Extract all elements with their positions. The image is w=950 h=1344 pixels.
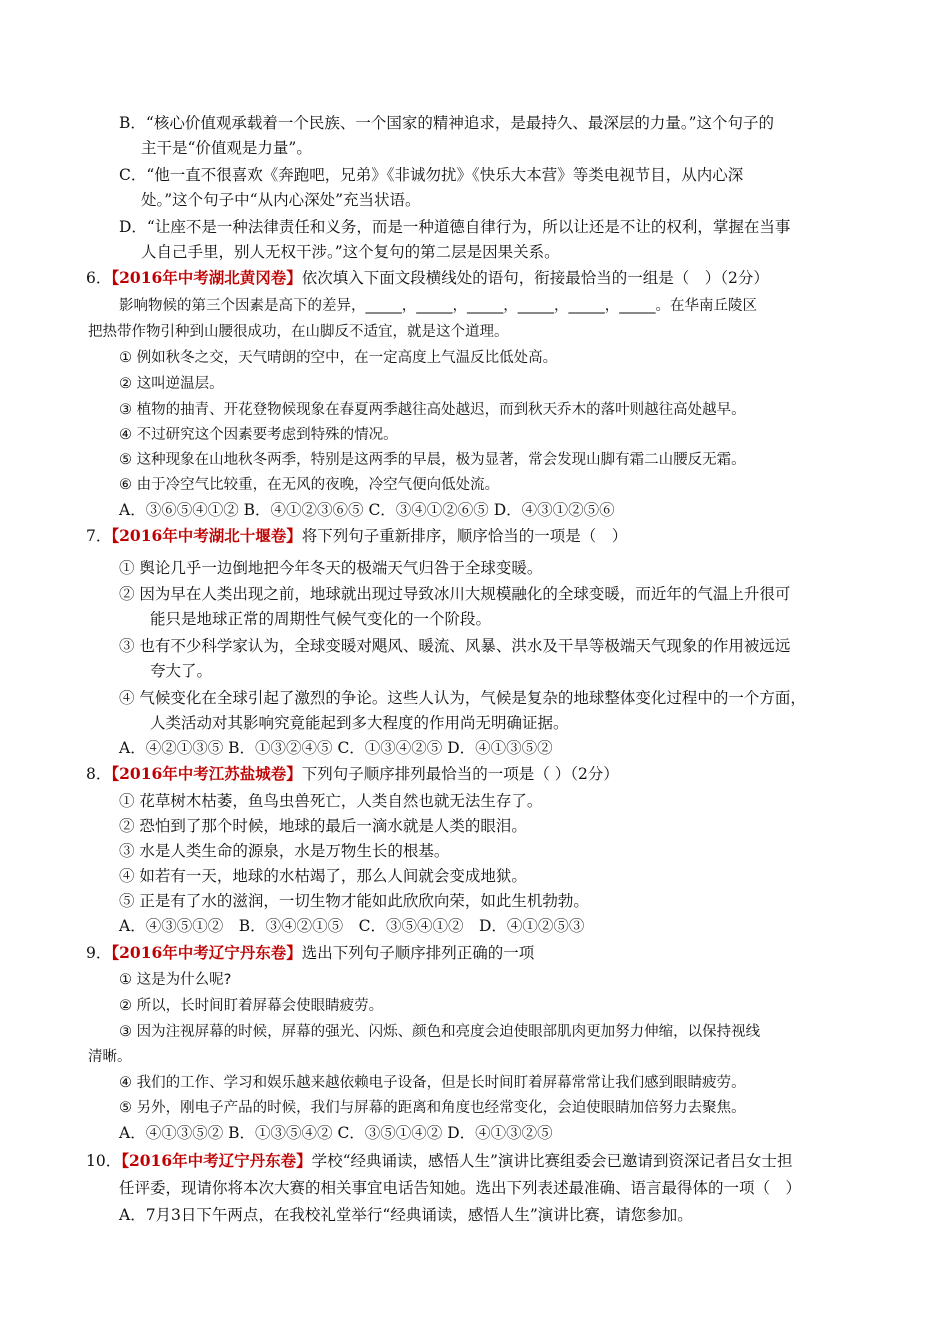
question-number: 8． — [86, 765, 112, 783]
q7-item-4-line2: 人类活动对其影响究竟能起到多大程度的作用尚无明确证据。 — [150, 714, 569, 732]
q7-options: A．④②①③⑤ B．①③②④⑤ C．①③④②⑤ D．④①③⑤② — [119, 739, 553, 757]
q6-passage-line1: 影响物候的第三个因素是高下的差异，_____，_____，_____，_____，_____，_____。在华南丘陵区 — [119, 298, 757, 314]
q8-item-3: ③ 水是人类生命的源泉，水是万物生长的根基。 — [119, 842, 450, 860]
q7-item-3-line1: ③ 也有不少科学家认为，全球变暖对飓风、暖流、风暴、洪水及干旱等极端天气现象的作用被远远 — [119, 637, 791, 655]
q8-options: A．④③⑤①② B．③④②①⑤ C．③⑤④①② D．④①②⑤③ — [119, 917, 585, 935]
question-stem: 将下列句子重新排序，顺序恰当的一项是（ ） — [301, 527, 628, 545]
q6-item-3: ③ 植物的抽青、开花登物候现象在春夏两季越往高处越迟，而到秋天乔木的落叶则越往高处越早。 — [119, 402, 746, 418]
q8-item-1: ① 花草树木枯萎，鱼鸟虫兽死亡，人类自然也就无法生存了。 — [119, 792, 543, 810]
question-number: 9． — [86, 944, 112, 962]
question-number: 7． — [86, 527, 112, 545]
q9-header — [86, 941, 534, 965]
exam-source: 【2016年中考湖北黄冈卷】 — [111, 268, 302, 287]
q5-option-b-line2: 主干是“价值观是力量”。 — [141, 139, 312, 157]
q9-item-3-line1: ③ 因为注视屏幕的时候，屏幕的强光、闪烁、颜色和亮度会迫使眼部肌肉更加努力伸缩，以保持视线 — [119, 1024, 761, 1040]
q9-options: A．④①③⑤② B．①③⑤④② C．③⑤①④② D．④①③②⑤ — [119, 1124, 553, 1142]
q6-options: A．③⑥⑤④①② B．④①②③⑥⑤ C．③④①②⑥⑤ D．④③①②⑤⑥ — [119, 501, 615, 519]
q10-option-a: A．7月3日下午两点，在我校礼堂举行“经典诵读，感悟人生”演讲比赛，请您参加。 — [119, 1206, 693, 1224]
q9-item-2: ② 所以，长时间盯着屏幕会使眼睛疲劳。 — [119, 998, 384, 1014]
q6-item-2: ② 这叫逆温层。 — [119, 376, 224, 392]
q9-item-4: ④ 我们的工作、学习和娱乐越来越依赖电子设备，但是长时间盯着屏幕常常让我们感到眼睛疲劳。 — [119, 1075, 746, 1091]
question-stem: 依次填入下面文段横线处的语句，衔接最恰当的一组是（ ）（2分） — [301, 269, 769, 287]
q7-header — [86, 524, 627, 548]
q7-item-3-line2: 夸大了。 — [150, 662, 213, 680]
q6-item-1: ① 例如秋冬之交，天气晴朗的空中，在一定高度上气温反比低处高。 — [119, 350, 558, 366]
exam-source: 【2016年中考湖北十堰卷】 — [111, 526, 302, 545]
question-stem: 下列句子顺序排列最恰当的一项是（ ）（2分） — [301, 765, 619, 783]
question-number: 10． — [86, 1152, 122, 1170]
q10-stem-line2: 任评委，现请你将本次大赛的相关事宜电话告知她。选出下列表述最准确、语言最得体的一项（ ） — [119, 1179, 802, 1197]
q6-item-4: ④ 不过研究这个因素要考虑到特殊的情况。 — [119, 427, 398, 443]
exam-source: 【2016年中考江苏盐城卷】 — [111, 764, 302, 783]
q6-header — [86, 266, 769, 290]
q9-item-5: ⑤ 另外，刚电子产品的时候，我们与屏幕的距离和角度也经常变化，会迫使眼睛加倍努力去聚焦。 — [119, 1100, 746, 1116]
q6-passage-line2: 把热带作物引种到山腰很成功，在山脚反不适宜，就是这个道理。 — [88, 324, 509, 340]
q5-option-c-line2: 处。”这个句子中“从内心深处”充当状语。 — [141, 191, 421, 209]
q5-option-c-line1: C．“他一直不很喜欢《奔跑吧，兄弟》《非诚勿扰》《快乐大本营》等类电视节目，从内心深 — [119, 166, 744, 184]
q7-item-2-line1: ② 因为早在人类出现之前，地球就出现过导致冰川大规模融化的全球变暖，而近年的气温上升很可 — [119, 585, 791, 603]
q8-header — [86, 762, 619, 786]
q7-item-1: ① 舆论几乎一边倒地把今年冬天的极端天气归咎于全球变暖。 — [119, 559, 543, 577]
q5-option-d-line1: D．“让座不是一种法律责任和义务，而是一种道德自律行为，所以让还是不让的权利，掌握在当事 — [119, 218, 791, 236]
question-number: 6． — [86, 269, 112, 287]
q6-item-6: ⑥ 由于冷空气比较重，在无风的夜晚，冷空气便向低处流。 — [119, 477, 500, 493]
q6-item-5: ⑤ 这种现象在山地秋冬两季，特别是这两季的早晨，极为显著，常会发现山脚有霜二山腰反无霜。 — [119, 452, 746, 468]
exam-source: 【2016年中考辽宁丹东卷】 — [121, 1151, 312, 1170]
q9-item-1: ① 这是为什么呢? — [119, 972, 232, 988]
q7-item-2-line2: 能只是地球正常的周期性气候气变化的一个阶段。 — [150, 610, 492, 628]
q8-item-5: ⑤ 正是有了水的滋润，一切生物才能如此欣欣向荣，如此生机勃勃。 — [119, 892, 589, 910]
question-stem: 选出下列句子顺序排列正确的一项 — [301, 944, 535, 962]
q9-item-3-line2: 清晰。 — [88, 1049, 132, 1065]
q5-option-b-line1: B．“核心价值观承载着一个民族、一个国家的精神追求，是最持久、最深层的力量。”这个句子的 — [119, 114, 774, 132]
q8-item-2: ② 恐怕到了那个时候，地球的最后一滴水就是人类的眼泪。 — [119, 817, 527, 835]
exam-source: 【2016年中考辽宁丹东卷】 — [111, 943, 302, 962]
q8-item-4: ④ 如若有一天，地球的水枯竭了，那么人间就会变成地狱。 — [119, 867, 527, 885]
q10-header — [86, 1149, 792, 1173]
q7-item-4-line1: ④ 气候变化在全球引起了激烈的争论。这些人认为，气候是复杂的地球整体变化过程中的一个方面， — [119, 689, 806, 707]
question-stem: 学校“经典诵读，感悟人生”演讲比赛组委会已邀请到资深记者吕女士担 — [311, 1152, 793, 1170]
q5-option-d-line2: 人自己手里，别人无权干涉。”这个复句的第二层是因果关系。 — [141, 243, 560, 261]
